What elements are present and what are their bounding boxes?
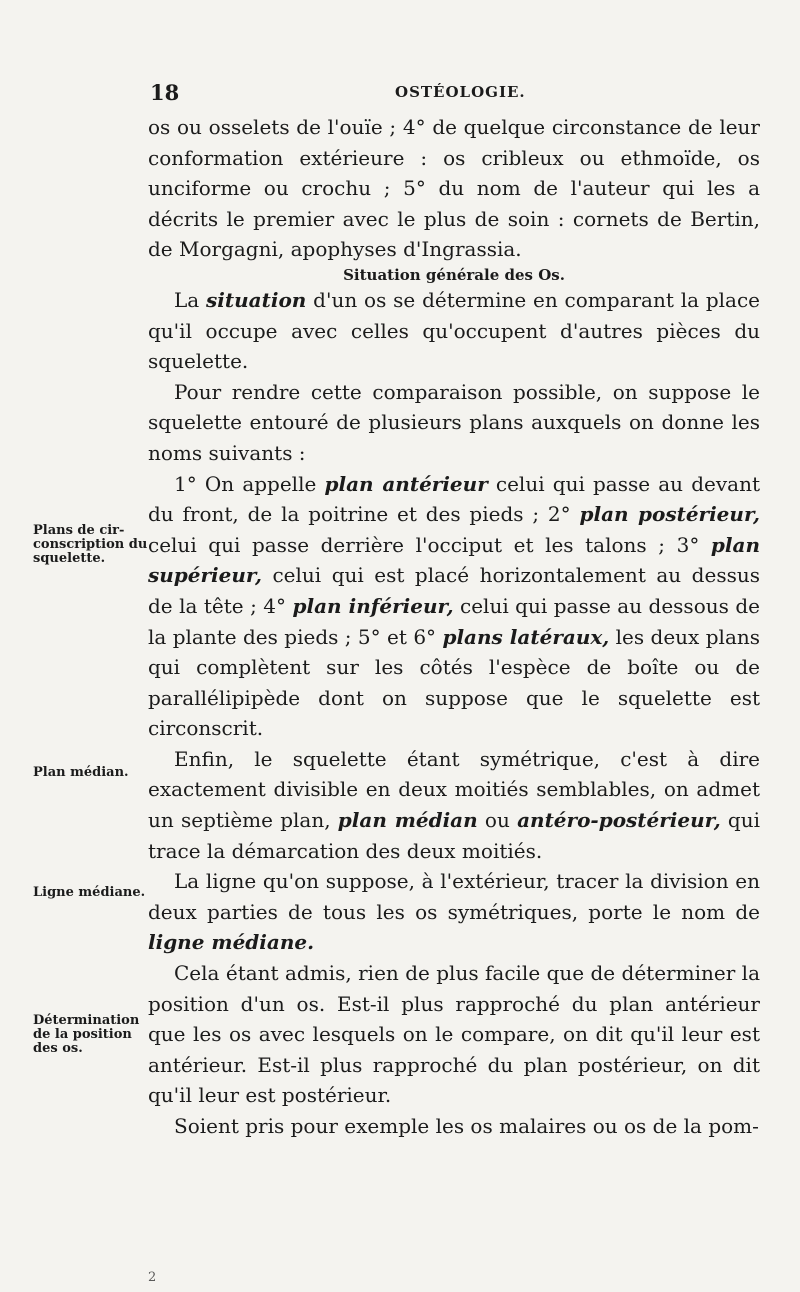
margin-note-ligne-mediane: Ligne médiane. [33,885,146,900]
p4-e: celui qui passe derrière l'occiput et les talons ; 3° [148,532,711,557]
body-text [148,112,760,1142]
page-header [150,80,760,108]
p4-c: celui qui passe au devant du front, de la poitrine et des pieds ; 2° [148,471,760,527]
p4-g: celui qui est placé horizontalement au dessus de la tête ; 4° [148,563,760,618]
term-ligne-mediane: ligne médiane. [148,930,315,955]
paragraph-1: os ou osselets de l'ouïe ; 4° de quelque circonstance de leur conformation extérieure : os cribleux ou ethmoïde, os unciforme ou crochu ; 5° du nom de l'auteur qui les a décrits le premier avec le plus de soin : cornets de Bertin, de Morgagni, apophyses d'Ingrassia. [148,115,760,262]
p4-k: les deux plans qui complètent sur les côtés l'espèce de boîte ou de parallélipipède dont on suppose que le squelette est circonscrit. [148,624,761,741]
term-plan-inferieur: plan inférieur, [292,593,454,618]
paragraph-5 [148,744,760,866]
section-heading: Situation générale des Os. [343,265,565,284]
paragraph-2-rest: d'un os se détermine en comparant la place qu'il occupe avec celles qu'occupent d'autres pièces du squelette. [148,287,761,374]
margin-note-plan-median: Plan médian. [33,765,129,780]
paragraph-8: Soient pris pour exemple les os malaires ou os de la pom- [174,1114,759,1138]
p4-a: 1° On appelle [174,471,325,496]
p5-e: qui trace la démarcation des deux moitiés. [148,808,761,863]
p4-i: celui qui passe au dessous de la plante des pieds ; 5° et 6° [148,593,760,649]
paragraph-4 [148,469,760,744]
running-head: OSTÉOLOGIE. [395,83,526,101]
p5-a: Enfin, le squelette étant symétrique, c'est à dire exactement divisible en deux moitiés semblables, on admet un septième plan, [148,746,760,833]
paragraph-2 [148,285,760,377]
signature-mark: 2 [148,1270,157,1285]
term-antero-posterieur: antéro-postérieur, [517,808,721,833]
term-plan-anterieur: plan antérieur [324,471,488,496]
term-situation: situation [206,287,307,312]
p6-a: La ligne qu'on suppose, à l'extérieur, tracer la division en deux parties de tous les os symétriques, porte le nom de [148,869,760,924]
p5-c: ou [477,808,518,833]
term-plan-median: plan médian [337,808,478,833]
term-plan-superieur: plan supérieur, [148,532,760,588]
paragraph-6 [148,866,760,958]
term-plan-posterieur: plan postérieur, [579,502,760,527]
paragraph-2-lead: La [174,287,207,312]
page-number: 18 [150,80,180,105]
paragraph-7: Cela étant admis, rien de plus facile que de déterminer la position d'un os. Est-il plus rapproché du plan antérieur que les os avec lesquels on le compare, on dit qu'il leur est antérieur. Est-il plus rapproché du plan postérieur, on dit qu'il leur est postérieur. [148,961,760,1108]
term-plans-lateraux: plans latéraux, [442,624,610,649]
margin-note-plans: Plans de cir- conscription du squelette. [33,523,148,566]
margin-note-determination: Détermination de la position des os. [33,1013,140,1056]
paragraph-3: Pour rendre cette comparaison possible, on suppose le squelette entouré de plusieurs plans auxquels on donne les noms suivants : [148,379,760,465]
